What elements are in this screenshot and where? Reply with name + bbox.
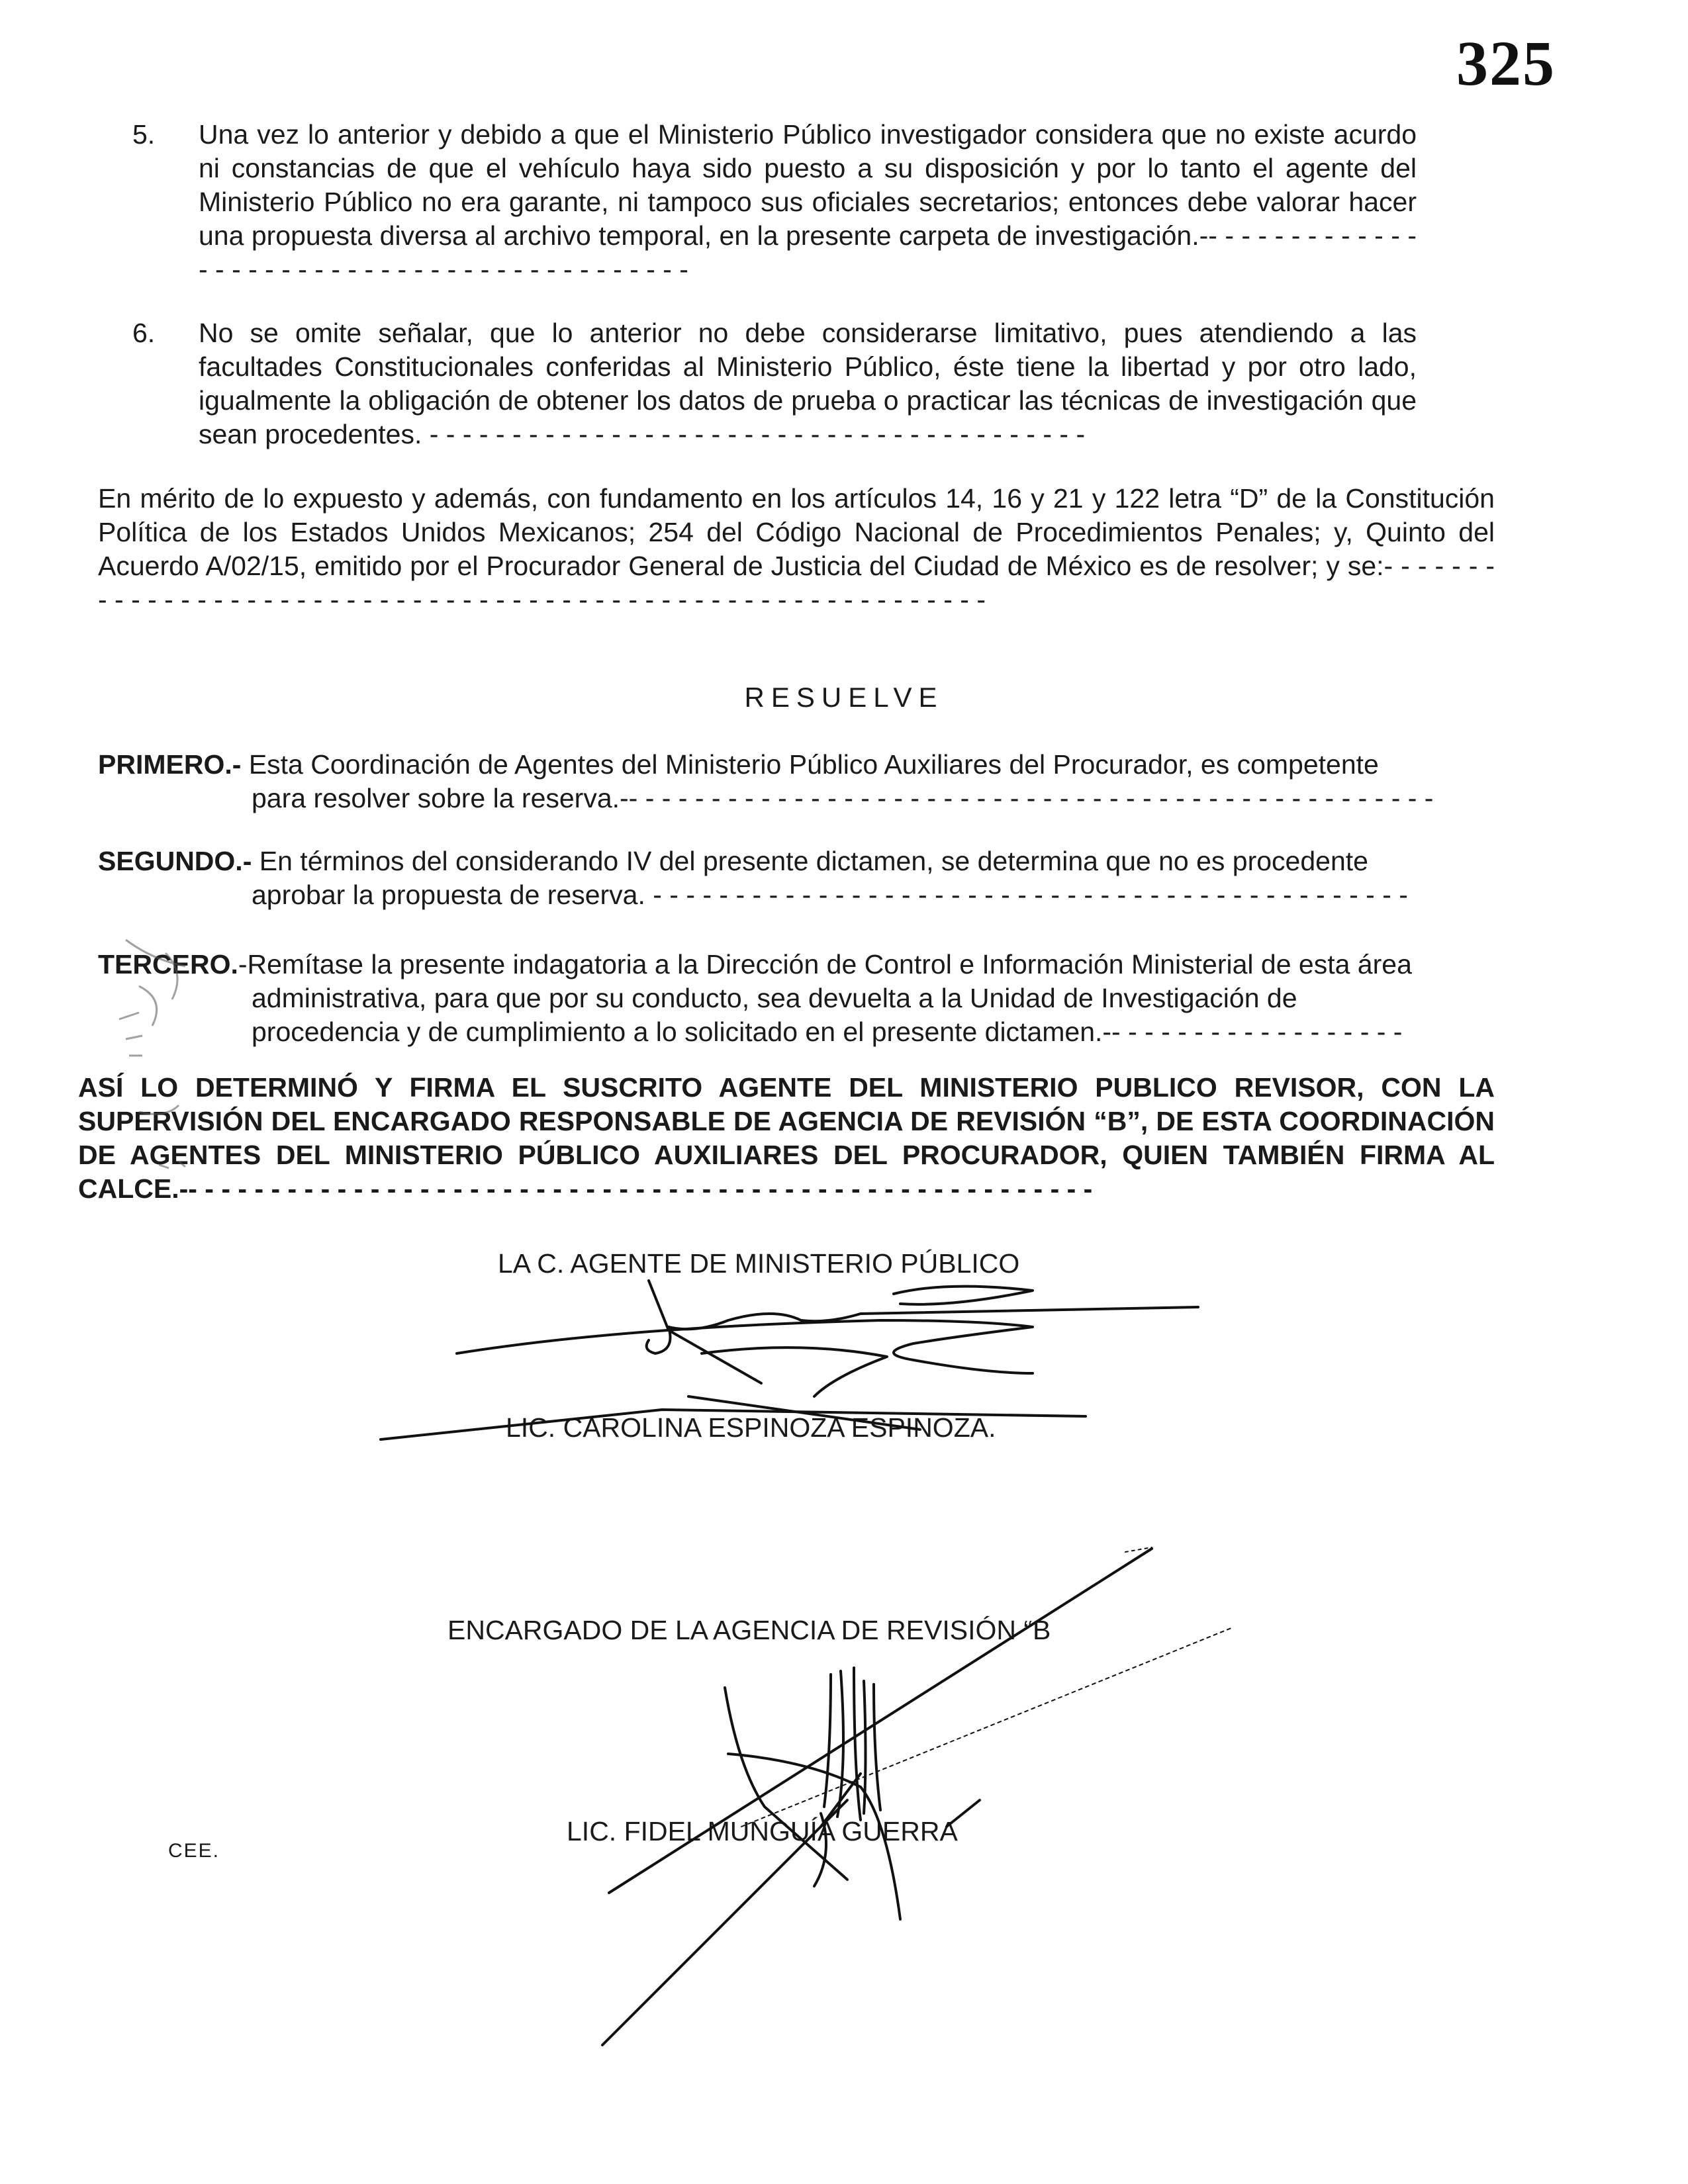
resolutivo-label: SEGUNDO.- (98, 846, 252, 876)
item-number: 5. (132, 119, 156, 150)
resolutivo-segundo (98, 844, 1495, 912)
resolutivo-text: -Remítase la presente indagatoria a la Dirección de Control e Información Ministerial de esta área (238, 949, 1412, 979)
resuelve-heading: RESUELVE (744, 682, 944, 713)
initials: CEE. (168, 1840, 220, 1862)
item-5 (132, 118, 1417, 287)
resolutivo-text: aprobar la propuesta de reserva. - - - - - - - - - - - - - - - - - - - - - - - - - - - - - - - - - - - - - - - - - - - - - - (252, 880, 1408, 910)
resolutivo-text: para resolver sobre la reserva.-- - - - - - - - - - - - - - - - - - - - - - - - - - - - - - - - - - - - - - - - - - - - - - - - - (252, 783, 1434, 813)
seal-stamp-icon (99, 913, 271, 1257)
signature-name: LIC. FIDEL MUNGUÍA GUERRA (567, 1816, 958, 1846)
resolutivo-text: administrativa, para que por su conducto, sea devuelta a la Unidad de Investigación de (252, 983, 1297, 1013)
item-text: No se omite señalar, que lo anterior no debe considerarse limitativo, pues atendiendo a las facultades Constitucionales conferidas al Ministerio Público, éste tiene la libertad y por otro lado, igualmente la obligación de obtener los datos de prueba o practicar las técnicas de investigación que sean procedentes. - - - - - - - - - - - - - - - - - - - - - - - - - - - - - - - - - - - - - - - - (199, 318, 1417, 449)
item-number: 6. (132, 318, 156, 348)
signature-title: ENCARGADO DE LA AGENCIA DE REVISIÓN “B (447, 1615, 1051, 1645)
resolutivo-label: TERCERO. (98, 949, 238, 979)
resolutivo-primero (98, 748, 1495, 815)
merito-paragraph: En mérito de lo expuesto y además, con fundamento en los artículos 14, 16 y 21 y 122 letra “D” de la Constitución Política de los Estados Unidos Mexicanos; 254 del Código Nacional de Procedimientos Penales; y, Quinto del Acuerdo A/02/15, emitido por el Procurador General de Justicia del Ciudad de México es de resolver; y se:- - - - - - - - - - - - - - - - - - - - - - - - - - - - - - - - - - - - - - - - - - - - - - - - - - - - - - - - - - - - - (98, 483, 1495, 615)
resolutivo-text: En términos del considerando IV del presente dictamen, se determina que no es procedente (259, 846, 1368, 876)
resolutivo-tercero (98, 948, 1495, 1049)
resolutivo-text: Esta Coordinación de Agentes del Ministerio Público Auxiliares del Procurador, es competente (248, 749, 1379, 780)
resolutivo-label: PRIMERO.- (98, 749, 242, 780)
resolutivo-text: procedencia y de cumplimiento a lo solicitado en el presente dictamen.-- - - - - - - - - - - - - - - - - - (252, 1017, 1403, 1047)
item-text: Una vez lo anterior y debido a que el Ministerio Público investigador considera que no existe acurdo ni constancias de que el vehículo haya sido puesto a su disposición y por lo tanto el agente del Ministerio Público no era garante, ni tampoco sus oficiales secretarios; entonces debe valorar hacer una propuesta diversa al archivo temporal, en la presente carpeta de investigación.-- - - - - - - - - - - - - - - - - - - - - - - - - - - - - - - - - - - - - - - - - - - (199, 119, 1417, 285)
item-6 (132, 316, 1417, 451)
signature-name: LIC. CAROLINA ESPINOZA ESPINOZA. (506, 1412, 996, 1443)
page-number: 325 (1456, 28, 1556, 99)
closing-paragraph: ASÍ LO DETERMINÓ Y FIRMA EL SUSCRITO AGENTE DEL MINISTERIO PUBLICO REVISOR, CON LA SUPERVISIÓN DEL ENCARGADO RESPONSABLE DE AGENCIA DE REVISIÓN “B”, DE ESTA COORDINACIÓN DE AGENTES DEL MINISTERIO PÚBLICO AUXILIARES DEL PROCURADOR, QUIEN TAMBIÉN FIRMA AL CALCE.-- - - - - - - - - - - - - - - - - - - - - - - - - - - - - - - - - - - - - - - - - - - - - - - - - - - - - - - (78, 1072, 1495, 1204)
signature-title: LA C. AGENTE DE MINISTERIO PÚBLICO (498, 1248, 1020, 1279)
